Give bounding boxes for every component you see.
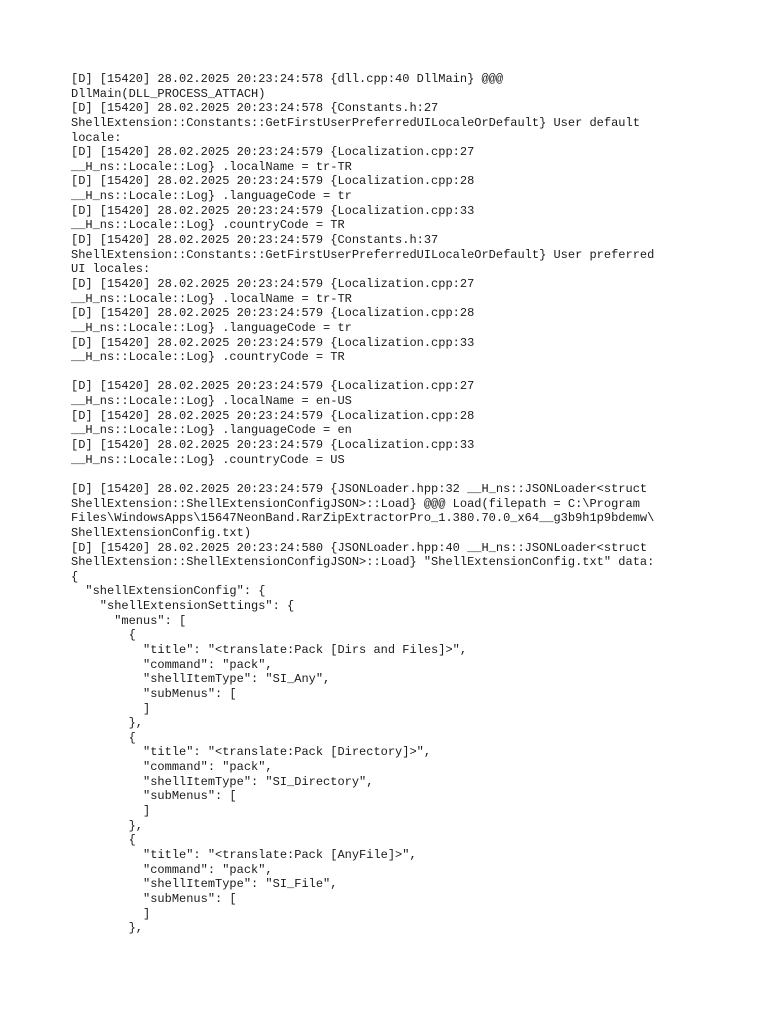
log-line: __H_ns::Locale::Log} .localName = tr-TR <box>71 291 352 306</box>
log-line: "shellItemType": "SI_Directory", <box>71 774 374 789</box>
log-line: ] <box>71 701 151 716</box>
log-line: ShellExtension::Constants::GetFirstUserPreferredUILocaleOrDefault} User preferred <box>71 247 655 262</box>
log-line: [D] [15420] 28.02.2025 20:23:24:579 {Localization.cpp:27 <box>71 145 475 160</box>
log-line: }, <box>71 921 144 936</box>
log-line: { <box>71 730 136 745</box>
log-line: "subMenus": [ <box>71 686 237 701</box>
log-line: [D] [15420] 28.02.2025 20:23:24:578 {dll.cpp:40 DllMain} @@@ <box>71 72 504 86</box>
log-line: { <box>71 628 136 643</box>
log-line: __H_ns::Locale::Log} .localName = tr-TR <box>71 159 352 174</box>
log-line: "shellItemType": "SI_Any", <box>71 672 331 687</box>
log-line: [D] [15420] 28.02.2025 20:23:24:579 {Localization.cpp:33 <box>71 203 475 218</box>
log-line: "shellExtensionConfig": { <box>71 584 266 599</box>
log-line: "menus": [ <box>71 613 187 628</box>
log-line: }, <box>71 818 144 833</box>
log-line: [D] [15420] 28.02.2025 20:23:24:579 {Constants.h:37 <box>71 233 439 248</box>
log-line: ShellExtension::ShellExtensionConfigJSON>::Load} @@@ Load(filepath = C:\Program <box>71 496 640 511</box>
log-line: "command": "pack", <box>71 760 273 775</box>
log-line: locale: <box>71 130 122 145</box>
log-line: UI locales: <box>71 262 151 277</box>
log-line: "shellItemType": "SI_File", <box>71 877 338 892</box>
log-line: __H_ns::Locale::Log} .countryCode = TR <box>71 350 345 365</box>
log-line: [D] [15420] 28.02.2025 20:23:24:579 {Localization.cpp:33 <box>71 335 475 350</box>
log-line: [D] [15420] 28.02.2025 20:23:24:579 {Localization.cpp:28 <box>71 306 475 321</box>
log-line: __H_ns::Locale::Log} .languageCode = tr <box>71 320 352 335</box>
log-line: "title": "<translate:Pack [AnyFile]>", <box>71 847 417 862</box>
log-line: [D] [15420] 28.02.2025 20:23:24:579 {Localization.cpp:27 <box>71 379 475 394</box>
log-line: [D] [15420] 28.02.2025 20:23:24:580 {JSONLoader.hpp:40 __H_ns::JSONLoader<struct <box>71 540 648 555</box>
log-line: "title": "<translate:Pack [Dirs and Files]>", <box>71 642 468 657</box>
log-line: ] <box>71 906 151 921</box>
log-line: [D] [15420] 28.02.2025 20:23:24:578 {Constants.h:27 <box>71 101 439 116</box>
log-line <box>71 365 731 380</box>
log-line: ShellExtensionConfig.txt) <box>71 525 252 540</box>
log-line: "subMenus": [ <box>71 789 237 804</box>
log-line: ShellExtension::Constants::GetFirstUserPreferredUILocaleOrDefault} User default <box>71 115 640 130</box>
log-line: { <box>71 833 136 848</box>
log-line: [D] [15420] 28.02.2025 20:23:24:579 {Localization.cpp:27 <box>71 276 475 291</box>
log-line: ShellExtension::ShellExtensionConfigJSON>::Load} "ShellExtensionConfig.txt" data: <box>71 555 655 570</box>
log-line: __H_ns::Locale::Log} .languageCode = en <box>71 423 352 438</box>
log-line: "subMenus": [ <box>71 891 237 906</box>
log-line: __H_ns::Locale::Log} .countryCode = TR <box>71 218 345 233</box>
log-line: ] <box>71 804 151 819</box>
log-line: __H_ns::Locale::Log} .languageCode = tr <box>71 189 352 204</box>
log-line: "command": "pack", <box>71 657 273 672</box>
log-line: [D] [15420] 28.02.2025 20:23:24:579 {JSONLoader.hpp:32 __H_ns::JSONLoader<struct <box>71 481 648 496</box>
log-line: { <box>71 569 79 584</box>
log-line: [D] [15420] 28.02.2025 20:23:24:579 {Localization.cpp:28 <box>71 408 475 423</box>
log-text-block <box>71 72 731 936</box>
log-line: "shellExtensionSettings": { <box>71 599 295 614</box>
log-line: [D] [15420] 28.02.2025 20:23:24:579 {Localization.cpp:28 <box>71 174 475 189</box>
log-line: Files\WindowsApps\15647NeonBand.RarZipExtractorPro_1.380.70.0_x64__g3b9h1p9bdemw\ <box>71 511 655 526</box>
log-line: }, <box>71 716 144 731</box>
log-line: DllMain(DLL_PROCESS_ATTACH) <box>71 86 266 101</box>
log-line: "command": "pack", <box>71 862 273 877</box>
log-line <box>71 467 731 482</box>
log-line: __H_ns::Locale::Log} .localName = en-US <box>71 394 352 409</box>
log-line: "title": "<translate:Pack [Directory]>", <box>71 745 432 760</box>
log-line: [D] [15420] 28.02.2025 20:23:24:579 {Localization.cpp:33 <box>71 438 475 453</box>
log-line: __H_ns::Locale::Log} .countryCode = US <box>71 452 345 467</box>
